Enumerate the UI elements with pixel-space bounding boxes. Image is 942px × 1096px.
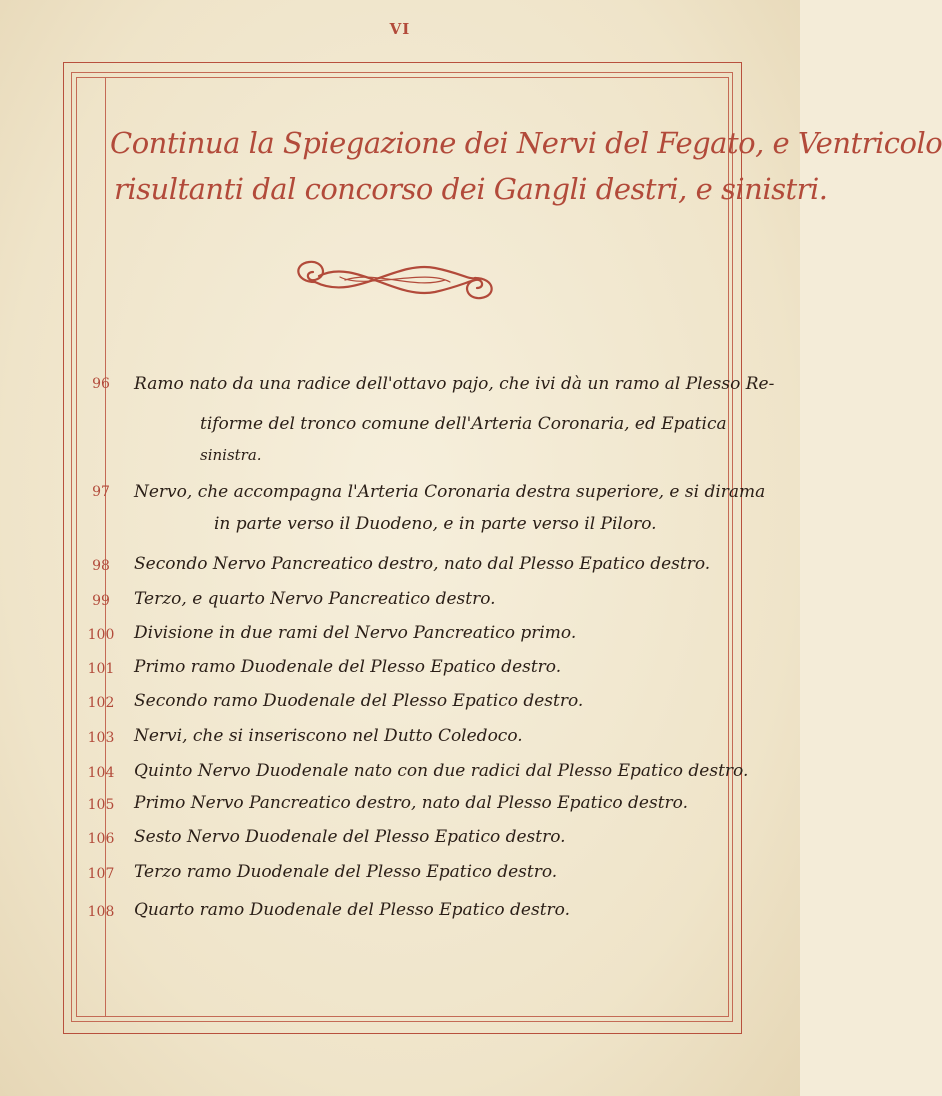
entry-text-line: in parte verso il Duodeno, e in parte verso il Piloro. xyxy=(214,514,657,534)
entry-text-line: Primo Nervo Pancreatico destro, nato dal Plesso Epatico destro. xyxy=(134,793,689,813)
list-item xyxy=(76,552,736,582)
entry-number: 100 xyxy=(87,627,115,643)
entry-text-line: Quinto Nervo Duodenale nato con due radici dal Plesso Epatico destro. xyxy=(134,761,749,781)
page-title xyxy=(110,120,942,212)
list-item xyxy=(76,825,736,855)
entry-text-line: tiforme del tronco comune dell'Arteria Coronaria, ed Epatica xyxy=(200,414,727,434)
entry-text-line: Terzo, e quarto Nervo Pancreatico destro. xyxy=(134,589,496,609)
entry-text-line: Ramo nato da una radice dell'ottavo pajo, che ivi dà un ramo al Plesso Re- xyxy=(134,374,775,394)
entry-text-line: Nervi, che si inseriscono nel Dutto Coledoco. xyxy=(134,726,523,746)
entry-number: 98 xyxy=(92,558,110,574)
list-item xyxy=(76,791,736,821)
entry-text-line: Quarto ramo Duodenale del Plesso Epatico destro. xyxy=(134,900,571,920)
list-item xyxy=(76,860,736,890)
entry-number: 103 xyxy=(87,730,115,746)
list-item xyxy=(76,370,775,464)
entry-text-line: Terzo ramo Duodenale del Plesso Epatico destro. xyxy=(134,862,558,882)
entry-number: 104 xyxy=(87,765,115,781)
entry-number: 97 xyxy=(92,484,110,500)
list-item xyxy=(76,724,736,754)
page-number: VI xyxy=(389,20,411,38)
list-item xyxy=(76,621,736,651)
list-item xyxy=(76,478,766,538)
entry-number: 106 xyxy=(87,831,115,847)
calligraphic-flourish-icon xyxy=(285,250,505,310)
entry-text-line: Divisione in due rami del Nervo Pancreatico primo. xyxy=(134,623,577,643)
list-item xyxy=(76,655,736,685)
entry-text-line: Secondo ramo Duodenale del Plesso Epatico destro. xyxy=(134,691,584,711)
entry-text-line: Nervo, che accompagna l'Arteria Coronaria destra superiore, e si dirama xyxy=(134,482,766,502)
entry-number: 102 xyxy=(87,695,115,711)
entry-text-line: Secondo Nervo Pancreatico destro, nato dal Plesso Epatico destro. xyxy=(134,554,711,574)
entry-number: 101 xyxy=(87,661,115,677)
title-line-1: Continua la Spiegazione dei Nervi del Fegato, e Ventricolo xyxy=(110,126,942,160)
entry-text-line: Primo ramo Duodenale del Plesso Epatico destro. xyxy=(134,657,562,677)
list-item xyxy=(76,587,736,617)
entry-number: 99 xyxy=(92,593,110,609)
entry-text-line: sinistra. xyxy=(200,446,262,464)
list-item xyxy=(76,898,736,928)
list-item xyxy=(76,759,749,789)
entry-number: 107 xyxy=(87,866,115,882)
entry-text-line: Sesto Nervo Duodenale del Plesso Epatico destro. xyxy=(134,827,566,847)
entry-number: 105 xyxy=(87,797,115,813)
title-line-2: risultanti dal concorso dei Gangli destri, e sinistri. xyxy=(114,172,828,206)
entry-number: 108 xyxy=(87,904,115,920)
entry-number: 96 xyxy=(92,376,110,392)
list-item xyxy=(76,689,736,719)
